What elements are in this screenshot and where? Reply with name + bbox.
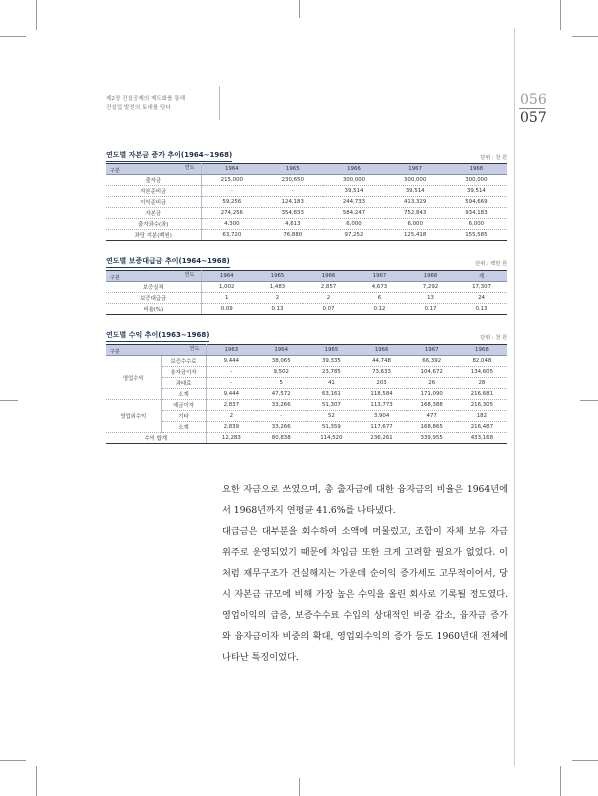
- table-row: [106, 293, 507, 304]
- row-label: 출자금: [106, 175, 201, 186]
- page-number-divider: [519, 108, 545, 109]
- table-cell: 125,418: [385, 230, 446, 241]
- row-label: 이익준비금: [106, 197, 201, 208]
- table2-unit: 단위 : 백만 원: [475, 261, 507, 267]
- table-cell: 17,307: [456, 282, 507, 293]
- table-cell: 752,843: [385, 208, 446, 219]
- table-row: [106, 175, 507, 186]
- table-row: [106, 378, 507, 389]
- table-header-row: [106, 164, 507, 175]
- column-header: 1966: [303, 271, 354, 282]
- table-cell: 0.12: [354, 304, 405, 315]
- column-header: 1966: [323, 164, 384, 175]
- table-cell: -: [201, 186, 262, 197]
- column-header: 1967: [385, 164, 446, 175]
- table-cell: 41: [306, 378, 356, 389]
- table-cell: 413,329: [385, 197, 446, 208]
- row-label: 기타: [161, 411, 206, 422]
- table-cell: 33,266: [256, 400, 306, 411]
- revenue-table: [106, 344, 507, 444]
- table-cell: 33,266: [256, 422, 306, 433]
- table-cell: 300,000: [446, 175, 507, 186]
- row-label: 보증실적: [106, 282, 201, 293]
- header-divider: [219, 86, 220, 120]
- table-cell: 171,090: [407, 389, 457, 400]
- header-line-2: 건설업 발전의 토대를 닦다: [106, 105, 171, 111]
- table-cell: 9,444: [206, 356, 256, 367]
- table-row: [106, 197, 507, 208]
- table-row: [106, 367, 507, 378]
- table-row: [106, 208, 507, 219]
- table-header-row: [106, 345, 507, 356]
- table-row: [106, 356, 507, 367]
- table-cell: 9,444: [206, 389, 256, 400]
- row-label: 예금이자: [161, 400, 206, 411]
- crop-mark: [0, 36, 26, 37]
- table3-unit: 단위 : 천 원: [480, 335, 507, 341]
- column-header: 1968: [446, 164, 507, 175]
- row-label: 출자좌수(좌): [106, 219, 201, 230]
- table-row: [106, 433, 507, 444]
- crop-mark: [299, 0, 300, 18]
- table-cell: 2: [303, 293, 354, 304]
- row-label: 소계: [161, 422, 206, 433]
- table-cell: 236,261: [356, 433, 406, 444]
- column-header: 1967: [407, 345, 457, 356]
- row-label: 소계: [161, 389, 206, 400]
- row-label: 좌당 지분(백원): [106, 230, 201, 241]
- corner-year-label: 연도: [184, 272, 195, 278]
- row-label: 보증수수료: [161, 356, 206, 367]
- column-header: 1967: [354, 271, 405, 282]
- table-cell: 1,483: [252, 282, 303, 293]
- table-cell: 76,880: [262, 230, 323, 241]
- table-cell: 44,748: [356, 356, 406, 367]
- table-row: [106, 282, 507, 293]
- column-header: 1965: [252, 271, 303, 282]
- table-cell: 2,857: [303, 282, 354, 293]
- row-label: 과태료: [161, 378, 206, 389]
- table-cell: 51,307: [306, 400, 356, 411]
- table-corner-cell: [106, 164, 201, 175]
- table-cell: 39,514: [385, 186, 446, 197]
- page-number-left: 056: [520, 92, 547, 108]
- table-cell: 117,677: [356, 422, 406, 433]
- table-cell: 274,256: [201, 208, 262, 219]
- table-cell: 477: [407, 411, 457, 422]
- table-cell: 9,502: [256, 367, 306, 378]
- table-cell: 168,388: [407, 400, 457, 411]
- column-header: 1963: [206, 345, 256, 356]
- corner-category-label: 구분: [110, 275, 121, 281]
- table-cell: 230,650: [262, 175, 323, 186]
- table-cell: 0.13: [456, 304, 507, 315]
- table-cell: 4,300: [201, 219, 262, 230]
- table-cell: 433,168: [457, 433, 507, 444]
- table-row: [106, 304, 507, 315]
- crop-mark: [580, 400, 598, 401]
- table-cell: 39,514: [323, 186, 384, 197]
- table3-title: 연도별 수익 추이(1963~1968): [106, 331, 210, 339]
- table2-title: 연도별 보증대급금 추이(1964~1968): [106, 257, 230, 265]
- table-cell: -: [206, 367, 256, 378]
- table-cell: 104,672: [407, 367, 457, 378]
- corner-year-label: 연도: [184, 165, 195, 171]
- table-cell: 216,305: [457, 400, 507, 411]
- table-row: [106, 400, 507, 411]
- table-header-row: [106, 271, 507, 282]
- row-label: 자본금: [106, 208, 201, 219]
- table-cell: 6: [354, 293, 405, 304]
- table-row: [106, 230, 507, 241]
- crop-mark: [572, 760, 598, 761]
- table-cell: 97,252: [323, 230, 384, 241]
- table-cell: 114,520: [306, 433, 356, 444]
- table-cell: 339,955: [407, 433, 457, 444]
- crop-mark: [36, 766, 37, 796]
- table-cell: 4,613: [262, 219, 323, 230]
- paragraph: 대급금은 대부분을 회수하여 소액에 머물렀고, 조합이 자체 보유 자금 위주로 운영되었기 때문에 차입금 또한 크게 고려할 필요가 없었다. 이처럼 재무구조가 건실해지는 가운데 순이익 증가세도 고무적이어서, 당시 자본금 규모에 비해 가장 높은 수익을 올린 회사로 기록될 정도였다. 영업이익의 급증, 보증수수료 수입의 상대적인 비중 감소, 융자금 증가와 융자금이자 비중의 확대, 영업외수익의 증가 등도 1960년대 전체에 나타난 특징이었다.: [222, 526, 508, 663]
- table-cell: 216,681: [457, 389, 507, 400]
- table-row: [106, 186, 507, 197]
- table-corner-cell: [106, 345, 206, 356]
- table-cell: 52: [306, 411, 356, 422]
- column-header: 1968: [457, 345, 507, 356]
- table-cell: 38,065: [256, 356, 306, 367]
- table-cell: 594,669: [446, 197, 507, 208]
- table-cell: 354,833: [262, 208, 323, 219]
- row-label: 비율(%): [106, 304, 201, 315]
- table-row: [106, 389, 507, 400]
- table-cell: 63,161: [306, 389, 356, 400]
- table-cell: 13: [405, 293, 456, 304]
- row-group-label: 영업수익: [106, 356, 161, 400]
- column-header: 1964: [201, 271, 252, 282]
- table-cell: 5: [256, 378, 306, 389]
- table-row: [106, 422, 507, 433]
- row-group-label: 영업외수익: [106, 400, 161, 433]
- capital-table: [106, 163, 507, 241]
- corner-year-label: 연도: [189, 346, 200, 352]
- table-cell: 3,904: [356, 411, 406, 422]
- crop-mark: [0, 400, 18, 401]
- table-cell: 1,002: [201, 282, 252, 293]
- table-cell: 2: [252, 293, 303, 304]
- table-cell: 66,392: [407, 356, 457, 367]
- table-row: [106, 219, 507, 230]
- margin-rule: [514, 28, 515, 766]
- table-corner-cell: [106, 271, 201, 282]
- column-header: 1968: [405, 271, 456, 282]
- table-row: [106, 411, 507, 422]
- table-cell: 0.07: [303, 304, 354, 315]
- crop-mark: [560, 0, 561, 30]
- table-cell: 124,183: [262, 197, 323, 208]
- crop-mark: [299, 778, 300, 796]
- column-header: 1966: [356, 345, 406, 356]
- table-cell: 0.13: [252, 304, 303, 315]
- table-cell: -: [262, 186, 323, 197]
- table-cell: -: [256, 411, 306, 422]
- table-cell: 47,572: [256, 389, 306, 400]
- table-cell: 113,773: [356, 400, 406, 411]
- table-cell: 216,487: [457, 422, 507, 433]
- table-cell: 6,000: [385, 219, 446, 230]
- table-cell: 7,292: [405, 282, 456, 293]
- table-cell: 168,865: [407, 422, 457, 433]
- table-cell: 182: [457, 411, 507, 422]
- column-header: 1964: [256, 345, 306, 356]
- table-cell: -: [206, 378, 256, 389]
- table-cell: 118,584: [356, 389, 406, 400]
- table-cell: 23,785: [306, 367, 356, 378]
- table-cell: 73,633: [356, 367, 406, 378]
- table-cell: 0.09: [201, 304, 252, 315]
- table-cell: 2: [206, 411, 256, 422]
- row-label: 보증대급금: [106, 293, 201, 304]
- running-header: [106, 95, 185, 113]
- table-cell: 584,247: [323, 208, 384, 219]
- table-cell: 1: [201, 293, 252, 304]
- corner-category-label: 구분: [110, 349, 121, 355]
- crop-mark: [572, 36, 598, 37]
- paragraph: 요한 자금으로 쓰였으며, 총 출자금에 대한 융자금의 비율은 1964년에서 1968년까지 연평균 41.6%를 나타냈다.: [222, 484, 508, 516]
- table-cell: 6,000: [323, 219, 384, 230]
- table-cell: 39,335: [306, 356, 356, 367]
- table1-unit: 단위 : 천 원: [480, 155, 507, 161]
- table-cell: 63,720: [201, 230, 262, 241]
- table-cell: 244,733: [323, 197, 384, 208]
- crop-mark: [0, 760, 26, 761]
- body-text: [222, 479, 508, 668]
- table-cell: 12,283: [206, 433, 256, 444]
- table-cell: 215,000: [201, 175, 262, 186]
- header-line-1: 제2장 건설공제의 제도화를 통해: [106, 96, 186, 102]
- table-cell: 203: [356, 378, 406, 389]
- column-header: 1964: [201, 164, 262, 175]
- table-cell: 2,837: [206, 400, 256, 411]
- table-cell: 300,000: [323, 175, 384, 186]
- table-cell: 59,256: [201, 197, 262, 208]
- table-cell: 934,183: [446, 208, 507, 219]
- table-cell: 155,585: [446, 230, 507, 241]
- table-cell: 300,000: [385, 175, 446, 186]
- table-cell: 28: [457, 378, 507, 389]
- table1-title: 연도별 자본금 증가 추이(1964~1968): [106, 151, 233, 159]
- table-cell: 134,605: [457, 367, 507, 378]
- column-header: 1965: [262, 164, 323, 175]
- table-cell: 26: [407, 378, 457, 389]
- table-cell: 4,673: [354, 282, 405, 293]
- table-cell: 6,000: [446, 219, 507, 230]
- table-cell: 51,359: [306, 422, 356, 433]
- table-cell: 24: [456, 293, 507, 304]
- row-label: 자본준비금: [106, 186, 201, 197]
- table-cell: 39,514: [446, 186, 507, 197]
- crop-mark: [36, 0, 37, 30]
- table-cell: 2,839: [206, 422, 256, 433]
- row-label: 융자금이자: [161, 367, 206, 378]
- column-header: 계: [456, 271, 507, 282]
- corner-category-label: 구분: [110, 168, 121, 174]
- table-cell: 0.17: [405, 304, 456, 315]
- table-cell: 80,838: [256, 433, 306, 444]
- crop-mark: [560, 766, 561, 796]
- guarantee-table: [106, 270, 507, 315]
- column-header: 1965: [306, 345, 356, 356]
- page-number-right: 057: [520, 110, 547, 126]
- table-cell: 82,048: [457, 356, 507, 367]
- total-row-label: 수익 합계: [106, 433, 206, 444]
